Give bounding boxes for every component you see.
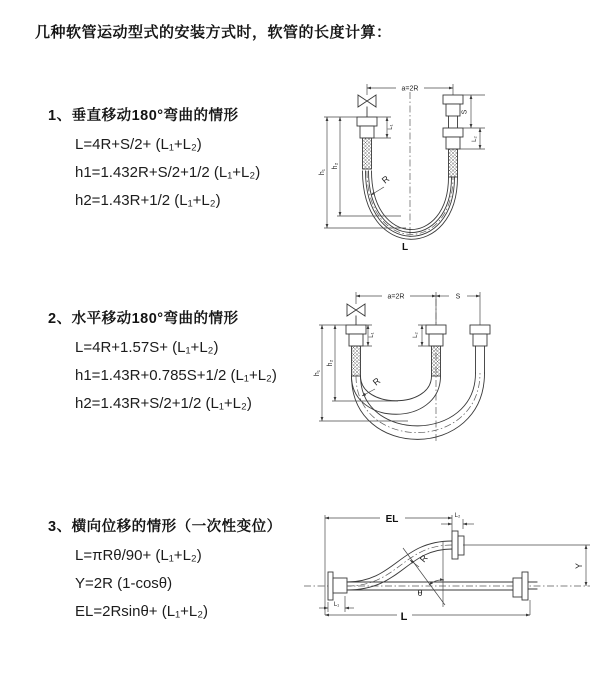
radius-label: R [370, 375, 383, 388]
upper-flange-fitting [452, 531, 464, 559]
dim-label-s: S [455, 293, 461, 301]
diagram-vertical-180-bend [313, 76, 498, 258]
left-fitting [357, 117, 377, 169]
dim-label-h1: h₁ [319, 168, 326, 176]
dim-label-s: S [461, 109, 469, 115]
middle-fitting [426, 325, 446, 376]
valve-icon [347, 304, 365, 325]
formula-h2: h2=1.43R+1/2 (L₁+L₂) [75, 192, 221, 209]
formula-h2: h2=1.43R+S/2+1/2 (L₁+L₂) [75, 395, 252, 412]
diagram-lateral-displacement [300, 503, 596, 633]
section-horizontal-movement [48, 307, 348, 412]
dimension-span-2r-and-s [356, 292, 480, 325]
dim-label-l2: L₂ [413, 332, 419, 338]
section-vertical-movement [48, 104, 348, 209]
right-fitting [470, 325, 490, 373]
radius-callout [371, 173, 392, 195]
page-title: 几种软管运动型式的安装方式时，软管的长度计算： [35, 24, 392, 41]
section-2-heading: 2、水平移动180°弯曲的情形 [48, 311, 239, 327]
length-label: L [401, 242, 409, 253]
right-flange-fitting [513, 572, 537, 600]
dim-label-a2r: a=2R [401, 85, 419, 93]
dimension-s [460, 95, 485, 149]
diagram-horizontal-180-bend [308, 281, 508, 455]
dimension-l1 [319, 596, 354, 612]
radius-label: R [379, 173, 392, 186]
radius-callout [410, 552, 430, 567]
dim-label-el: EL [385, 514, 399, 525]
formula-h1: h1=1.43R+0.785S+1/2 (L₁+L₂) [75, 367, 277, 384]
dim-label-l2: L₂ [472, 136, 478, 142]
right-fitting-assembly [443, 95, 463, 177]
dim-label-l1: L₁ [369, 332, 375, 338]
dim-label-a2r: a=2R [387, 293, 405, 301]
formula-EL: EL=2Rsinθ+ (L₁+L₂) [75, 603, 209, 620]
theta-label: θ [417, 588, 423, 598]
dim-label-l: L [400, 611, 408, 623]
valve-icon [358, 95, 376, 117]
dim-label-l1: L₁ [333, 602, 340, 608]
dim-label-h2: h₂ [332, 162, 339, 170]
radius-label: R [417, 552, 430, 565]
dimension-el [325, 514, 452, 615]
left-flange-fitting [328, 572, 347, 600]
section-1-heading: 1、垂直移动180°弯曲的情形 [48, 108, 239, 124]
formula-L: L=4R+1.57S+ (L₁+L₂) [75, 339, 219, 356]
section-3-heading: 3、横向位移的情形（一次性变位） [48, 519, 282, 535]
dim-label-y: Y [574, 562, 584, 570]
hose-displaced-position [347, 541, 452, 590]
dim-label-h1: h₁ [314, 369, 321, 377]
hose-u-bends [352, 373, 485, 439]
radius-callout [362, 375, 383, 396]
dim-label-l1: L₁ [388, 124, 394, 130]
formula-L: L=4R+S/2+ (L₁+L₂) [75, 136, 202, 153]
formula-L: L=πRθ/90+ (L₁+L₂) [75, 547, 202, 564]
dimension-l [325, 600, 530, 623]
formula-h1: h1=1.432R+S/2+1/2 (L₁+L₂) [75, 164, 261, 181]
dim-label-l2: L₂ [454, 513, 461, 519]
dim-label-h2: h₂ [327, 359, 334, 367]
left-fitting [346, 325, 366, 376]
dimension-l2 [441, 513, 474, 529]
formula-Y: Y=2R (1-cosθ) [75, 575, 173, 592]
